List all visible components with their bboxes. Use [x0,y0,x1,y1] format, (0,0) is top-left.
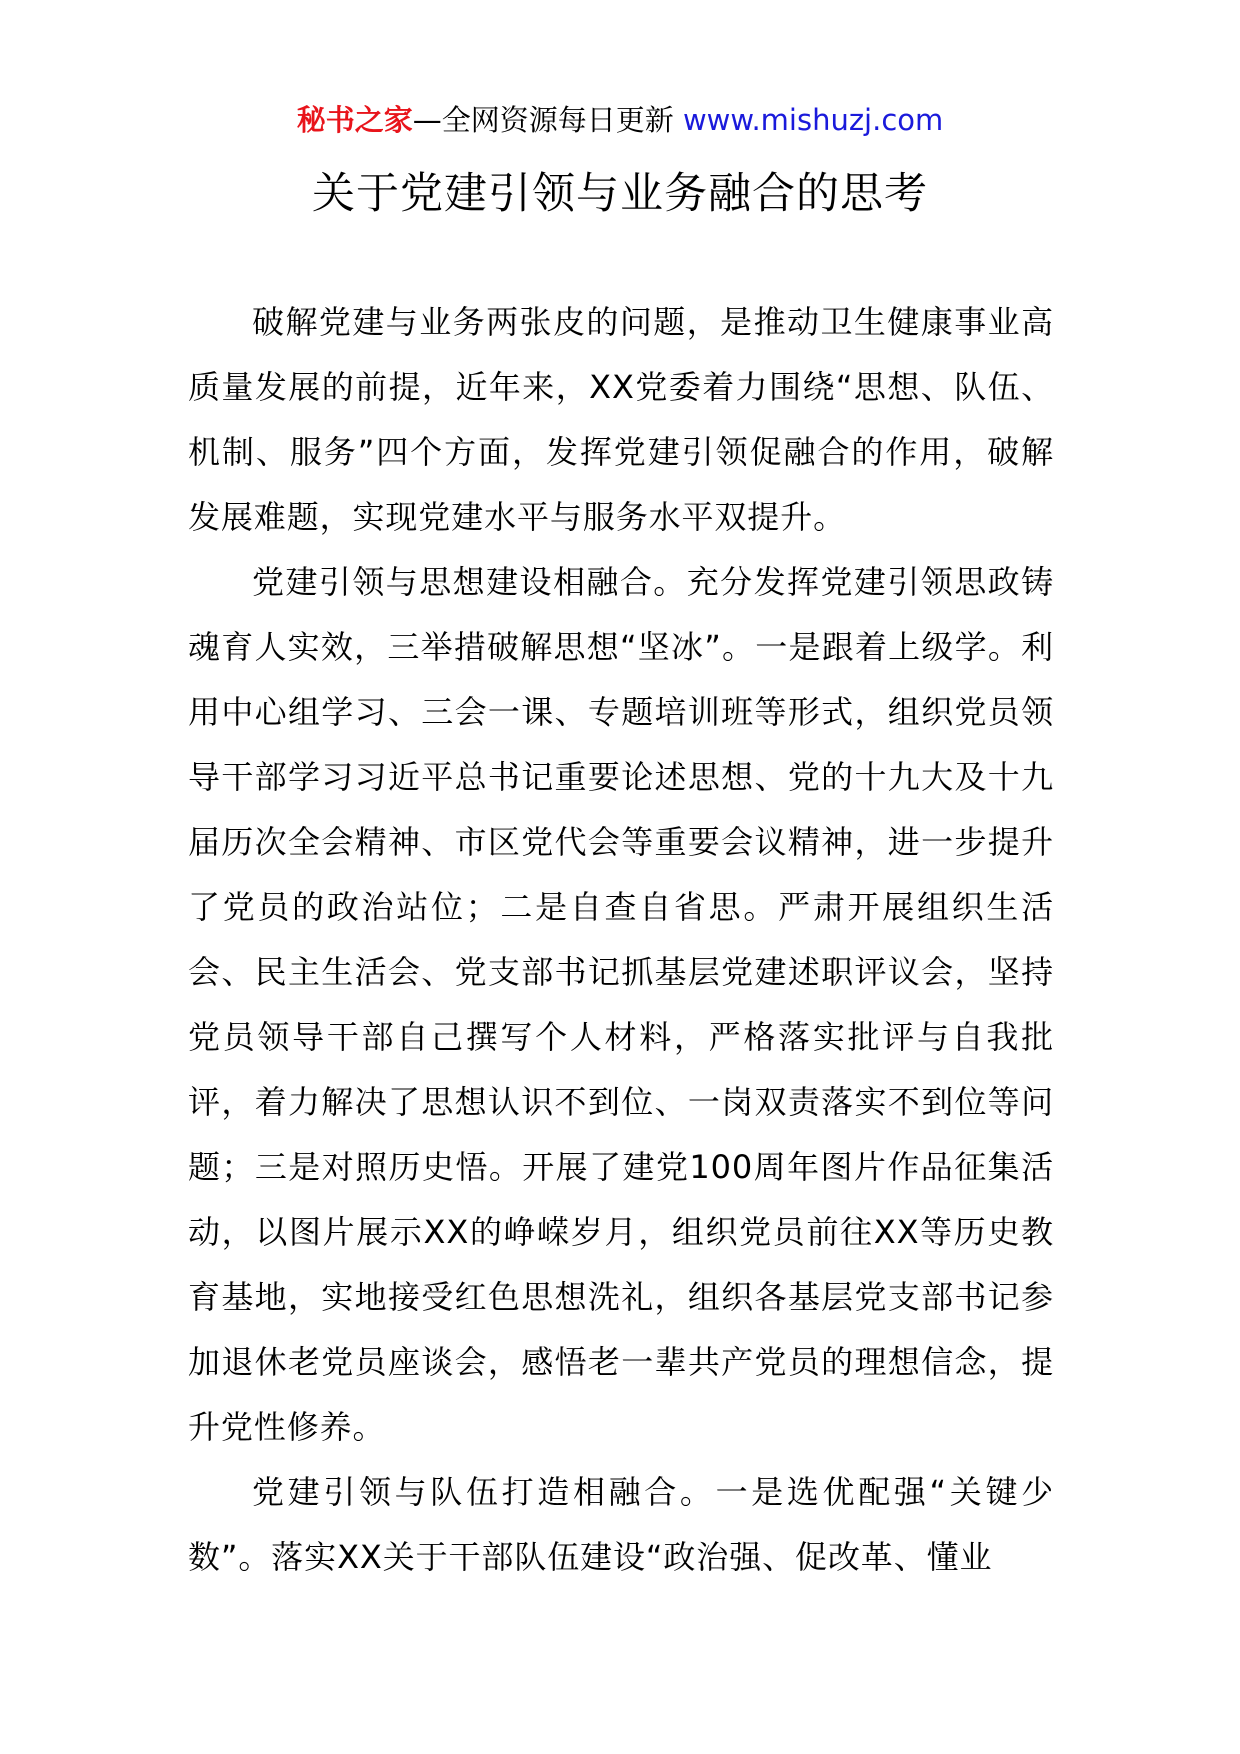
paragraph-intro: 破解党建与业务两张皮的问题，是推动卫生健康事业高质量发展的前提，近年来，XX党委着力围绕“思想、队伍、机制、服务”四个方面，发挥党建引领促融合的作用，破解发展难题，实现党建水平与服务水平双提升。 [188,303,1054,536]
site-url-link[interactable]: www.mishuzj.com [682,103,944,137]
header-slogan: —全网资源每日更新 [412,103,683,137]
paragraph-team: 党建引领与队伍打造相融合。一是选优配强“关键少数”。落实XX关于干部队伍建设“政治强、促改革、懂业 [188,1473,1054,1576]
brand-name: 秘书之家 [296,103,413,137]
paragraph-ideology: 党建引领与思想建设相融合。充分发挥党建引领思政铸魂育人实效，三举措破解思想“坚冰”。一是跟着上级学。利用中心组学习、三会一课、专题培训班等形式，组织党员领导干部学习习近平总书记重要论述思想、党的十九大及十九届历次全会精神、市区党代会等重要会议精神，进一步提升了党员的政治站位；二是自查自省思。严肃开展组织生活会、民主生活会、党支部书记抓基层党建述职评议会，坚持党员领导干部自己撰写个人材料，严格落实批评与自我批评，着力解决了思想认识不到位、一岗双责落实不到位等问题；三是对照历史悟。开展了建党100周年图片作品征集活动，以图片展示XX的峥嵘岁月，组织党员前往XX等历史教育基地，实地接受红色思想洗礼，组织各基层党支部书记参加退休老党员座谈会，感悟老一辈共产党员的理想信念，提升党性修养。 [188,563,1054,1446]
document-title: 关于党建引领与业务融合的思考 [312,169,928,219]
document-body [188,290,1054,1590]
site-header [0,100,1240,140]
